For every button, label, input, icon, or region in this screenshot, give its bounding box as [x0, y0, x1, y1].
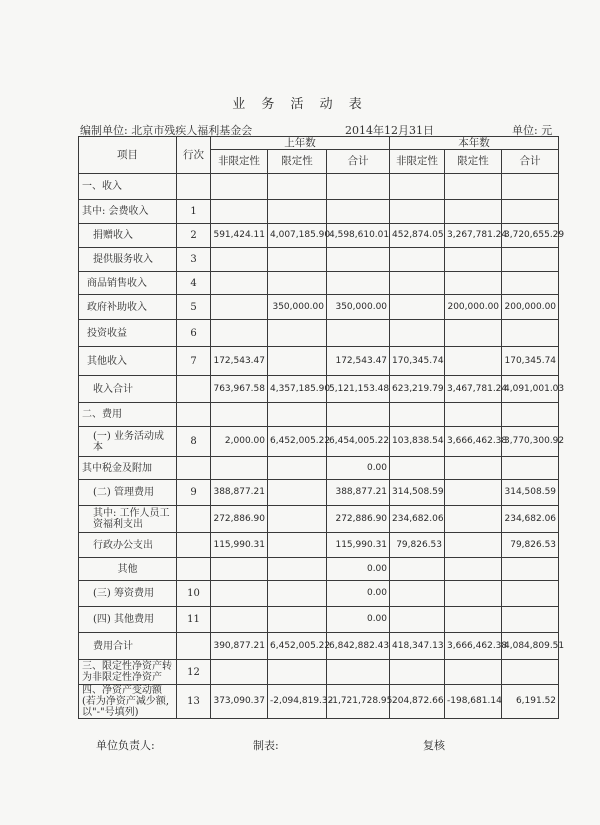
row-value: 390,877.21 — [211, 633, 268, 660]
row-value — [211, 295, 268, 320]
table-row — [79, 320, 559, 347]
col-current-restricted: 限定性 — [445, 150, 502, 174]
row-line-number: 2 — [177, 224, 211, 248]
row-value — [502, 403, 559, 427]
row-line-number: 13 — [177, 685, 211, 719]
row-value: 763,967.58 — [211, 376, 268, 403]
row-value: 3,770,300.92 — [502, 427, 559, 457]
row-value — [268, 347, 327, 376]
signature-responsible: 单位负责人: — [96, 739, 155, 752]
col-current-total: 合计 — [502, 150, 559, 174]
row-value — [211, 403, 268, 427]
row-value — [445, 174, 502, 200]
row-value — [445, 506, 502, 533]
table-row — [79, 248, 559, 272]
row-line-number: 3 — [177, 248, 211, 272]
row-value — [445, 403, 502, 427]
row-value — [211, 558, 268, 581]
table-row — [79, 376, 559, 403]
row-value — [268, 607, 327, 633]
row-value: 4,084,809.51 — [502, 633, 559, 660]
row-value: 314,508.59 — [502, 480, 559, 506]
table-row — [79, 174, 559, 200]
row-value — [445, 607, 502, 633]
row-value — [445, 248, 502, 272]
row-value — [445, 581, 502, 607]
row-value: 170,345.74 — [502, 347, 559, 376]
signature-preparer: 制表: — [253, 739, 279, 752]
row-value: 0.00 — [327, 607, 390, 633]
row-value: 172,543.47 — [327, 347, 390, 376]
row-value: 115,990.31 — [327, 533, 390, 558]
row-value: 6,842,882.43 — [327, 633, 390, 660]
row-line-number: 11 — [177, 607, 211, 633]
row-value — [502, 248, 559, 272]
row-value — [211, 581, 268, 607]
row-value — [211, 272, 268, 295]
signature-reviewer: 复核 — [423, 739, 445, 752]
row-item-label: 收入合计 — [79, 376, 177, 403]
row-line-number — [177, 174, 211, 200]
row-value: 3,467,781.24 — [445, 376, 502, 403]
row-item-label: (四) 其他费用 — [79, 607, 177, 633]
row-item-label: 提供服务收入 — [79, 248, 177, 272]
row-value: 3,666,462.38 — [445, 633, 502, 660]
table-row — [79, 480, 559, 506]
row-value — [502, 457, 559, 480]
row-value: 172,543.47 — [211, 347, 268, 376]
row-value — [390, 607, 445, 633]
row-item-label: 三、限定性净资产转为非限定性净资产 — [79, 660, 177, 685]
row-item-label: (二) 管理费用 — [79, 480, 177, 506]
row-value: 234,682.06 — [502, 506, 559, 533]
row-value: 373,090.37 — [211, 685, 268, 719]
currency-unit: 单位: 元 — [512, 124, 553, 137]
row-value — [390, 660, 445, 685]
col-prior-total: 合计 — [327, 150, 390, 174]
row-line-number — [177, 633, 211, 660]
row-value: 4,091,001.03 — [502, 376, 559, 403]
row-value — [268, 200, 327, 224]
row-value — [390, 272, 445, 295]
row-value: 5,121,153.48 — [327, 376, 390, 403]
col-line: 行次 — [177, 137, 211, 174]
row-value — [390, 320, 445, 347]
table-row — [79, 272, 559, 295]
table-row — [79, 607, 559, 633]
col-item: 项目 — [79, 137, 177, 174]
row-item-label: 投资收益 — [79, 320, 177, 347]
row-item-label: (三) 筹资费用 — [79, 581, 177, 607]
row-value — [268, 558, 327, 581]
row-value — [268, 272, 327, 295]
row-value: -2,094,819.32 — [268, 685, 327, 719]
row-line-number — [177, 376, 211, 403]
row-value: 272,886.90 — [327, 506, 390, 533]
row-line-number — [177, 457, 211, 480]
activity-table — [78, 136, 565, 719]
table-row — [79, 558, 559, 581]
row-value — [327, 660, 390, 685]
row-value — [502, 607, 559, 633]
table-row — [79, 581, 559, 607]
row-value — [327, 174, 390, 200]
row-item-label: 其中税金及附加 — [79, 457, 177, 480]
table-row — [79, 295, 559, 320]
report-title: 业 务 活 动 表 — [232, 97, 368, 112]
row-value — [502, 320, 559, 347]
row-value: 623,219.79 — [390, 376, 445, 403]
row-value — [211, 174, 268, 200]
row-value — [445, 320, 502, 347]
row-value — [502, 200, 559, 224]
table-row — [79, 457, 559, 480]
row-value: 200,000.00 — [445, 295, 502, 320]
row-item-label: 商品销售收入 — [79, 272, 177, 295]
row-value: 591,424.11 — [211, 224, 268, 248]
row-line-number: 5 — [177, 295, 211, 320]
row-value: 4,007,185.90 — [268, 224, 327, 248]
row-value: 170,345.74 — [390, 347, 445, 376]
row-value: 350,000.00 — [268, 295, 327, 320]
row-line-number: 8 — [177, 427, 211, 457]
row-value — [268, 457, 327, 480]
row-value: 6,452,005.22 — [268, 427, 327, 457]
row-value: 103,838.54 — [390, 427, 445, 457]
table-body — [79, 174, 565, 719]
row-value: 204,872.66 — [390, 685, 445, 719]
row-value: 3,267,781.24 — [445, 224, 502, 248]
row-value — [327, 272, 390, 295]
row-value — [268, 533, 327, 558]
row-value: 350,000.00 — [327, 295, 390, 320]
row-line-number: 1 — [177, 200, 211, 224]
row-value: 0.00 — [327, 457, 390, 480]
row-value: 3,666,462.38 — [445, 427, 502, 457]
row-line-number: 12 — [177, 660, 211, 685]
col-prior-restricted: 限定性 — [268, 150, 327, 174]
row-value — [327, 200, 390, 224]
row-value: 3,720,655.29 — [502, 224, 559, 248]
row-value — [390, 403, 445, 427]
row-value: 418,347.13 — [390, 633, 445, 660]
row-line-number — [177, 533, 211, 558]
row-value — [268, 320, 327, 347]
preparing-unit: 编制单位: 北京市残疾人福利基金会 — [80, 124, 253, 137]
row-value: 6,452,005.22 — [268, 633, 327, 660]
row-value — [211, 660, 268, 685]
row-value: 272,886.90 — [211, 506, 268, 533]
row-value — [390, 581, 445, 607]
row-value — [502, 660, 559, 685]
row-value — [390, 558, 445, 581]
row-value: 0.00 — [327, 581, 390, 607]
row-value: 79,826.53 — [390, 533, 445, 558]
row-value: 79,826.53 — [502, 533, 559, 558]
row-value — [502, 581, 559, 607]
table-row — [79, 506, 559, 533]
table-row — [79, 660, 559, 685]
table-row — [79, 347, 559, 376]
row-value: 0.00 — [327, 558, 390, 581]
row-value: 115,990.31 — [211, 533, 268, 558]
row-item-label: 二、费用 — [79, 403, 177, 427]
row-line-number: 10 — [177, 581, 211, 607]
col-prior-unrestricted: 非限定性 — [211, 150, 268, 174]
row-line-number — [177, 506, 211, 533]
row-value — [327, 248, 390, 272]
row-value — [211, 320, 268, 347]
row-line-number: 4 — [177, 272, 211, 295]
row-value — [502, 174, 559, 200]
row-value — [445, 660, 502, 685]
row-value — [445, 480, 502, 506]
row-value — [445, 457, 502, 480]
table-row — [79, 533, 559, 558]
row-value — [211, 607, 268, 633]
table-row — [79, 685, 559, 719]
row-value — [211, 200, 268, 224]
table-row — [79, 633, 559, 660]
row-item-label: 其他 — [79, 558, 177, 581]
row-value: 6,191.52 — [502, 685, 559, 719]
row-line-number — [177, 558, 211, 581]
row-value: 200,000.00 — [502, 295, 559, 320]
table-row — [79, 427, 559, 457]
row-item-label: 捐赠收入 — [79, 224, 177, 248]
report-date: 2014年12月31日 — [345, 124, 434, 137]
table-row — [79, 200, 559, 224]
row-value: 2,000.00 — [211, 427, 268, 457]
row-value: 388,877.21 — [211, 480, 268, 506]
row-item-label: 其中: 会费收入 — [79, 200, 177, 224]
row-value — [268, 174, 327, 200]
row-item-label: 行政办公支出 — [79, 533, 177, 558]
row-value — [445, 347, 502, 376]
row-value — [327, 403, 390, 427]
row-value — [390, 174, 445, 200]
row-value: 6,454,005.22 — [327, 427, 390, 457]
row-value: 4,598,610.01 — [327, 224, 390, 248]
row-value — [268, 403, 327, 427]
row-value — [445, 272, 502, 295]
table-row — [79, 403, 559, 427]
row-value — [327, 320, 390, 347]
row-value — [445, 558, 502, 581]
row-line-number — [177, 403, 211, 427]
row-value — [268, 660, 327, 685]
row-value — [502, 272, 559, 295]
row-line-number: 6 — [177, 320, 211, 347]
row-value — [268, 581, 327, 607]
row-value — [211, 248, 268, 272]
row-value — [445, 200, 502, 224]
row-value — [268, 506, 327, 533]
row-value: 452,874.05 — [390, 224, 445, 248]
row-value: -198,681.14 — [445, 685, 502, 719]
row-value — [390, 295, 445, 320]
row-value: 314,508.59 — [390, 480, 445, 506]
row-item-label: 一、收入 — [79, 174, 177, 200]
row-item-label: 四、净资产变动额 (若为净资产减少额, 以"-"号填列) — [79, 685, 177, 719]
row-item-label: 其他收入 — [79, 347, 177, 376]
row-value: 234,682.06 — [390, 506, 445, 533]
row-value — [390, 457, 445, 480]
row-value — [268, 480, 327, 506]
col-prior-year: 上年数 — [211, 137, 390, 150]
table-row — [79, 224, 559, 248]
col-current-year: 本年数 — [390, 137, 559, 150]
row-value — [390, 200, 445, 224]
row-value: 4,357,185.90 — [268, 376, 327, 403]
row-value — [502, 558, 559, 581]
row-value — [268, 248, 327, 272]
row-item-label: 其中: 工作人员工资福利支出 — [79, 506, 177, 533]
row-value: 388,877.21 — [327, 480, 390, 506]
row-item-label: 政府补助收入 — [79, 295, 177, 320]
row-value — [390, 248, 445, 272]
row-line-number: 7 — [177, 347, 211, 376]
row-line-number: 9 — [177, 480, 211, 506]
row-value — [445, 533, 502, 558]
col-current-unrestricted: 非限定性 — [390, 150, 445, 174]
row-value — [211, 457, 268, 480]
row-value: -1,721,728.95 — [327, 685, 390, 719]
row-item-label: 费用合计 — [79, 633, 177, 660]
row-item-label: (一) 业务活动成本 — [79, 427, 177, 457]
